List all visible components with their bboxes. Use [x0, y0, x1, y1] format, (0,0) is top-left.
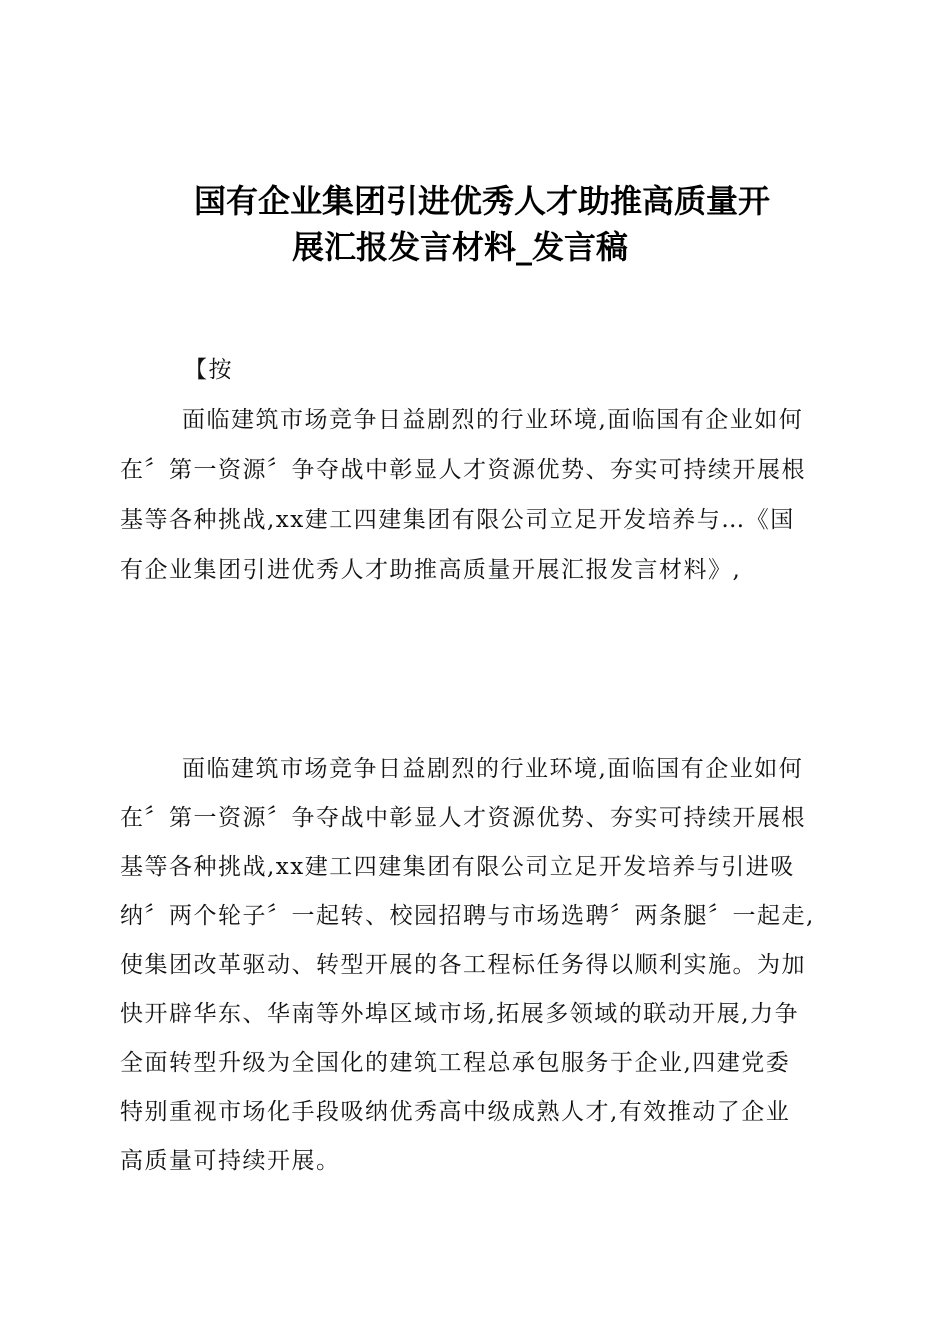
- summary-line: 基等各种挑战,xx建工四建集团有限公司立足开发培养与…《国: [120, 507, 795, 533]
- body-line: 在〞第一资源〞争夺战中彰显人才资源优势、夯实可持续开展根: [120, 805, 806, 831]
- document-title-line-1: 国有企业集团引进优秀人才助推高质量开: [194, 182, 771, 220]
- body-line: 纳〞两个轮子〞一起转、校园招聘与市场选聘〞两条腿〞一起走,: [120, 903, 815, 929]
- summary-line: 有企业集团引进优秀人才助推高质量开展汇报发言材料》,: [120, 557, 742, 583]
- body-line: 全面转型升级为全国化的建筑工程总承包服务于企业,四建党委: [120, 1050, 791, 1076]
- body-line: 快开辟华东、华南等外埠区域市场,拓展多领域的联动开展,力争: [120, 1001, 800, 1027]
- body-line: 特别重视市场化手段吸纳优秀高中级成熟人才,有效推动了企业: [120, 1099, 791, 1125]
- note-label: 【按: [184, 357, 233, 383]
- document-title-line-2: 展汇报发言材料_发言稿: [292, 228, 629, 266]
- summary-line: 在〞第一资源〞争夺战中彰显人才资源优势、夯实可持续开展根: [120, 457, 806, 483]
- summary-line: 面临建筑市场竞争日益剧烈的行业环境,面临国有企业如何: [182, 407, 804, 433]
- body-line: 基等各种挑战,xx建工四建集团有限公司立足开发培养与引进吸: [120, 854, 795, 880]
- body-line: 使集团改革驱动、转型开展的各工程标任务得以顺利实施。为加: [120, 952, 806, 978]
- body-line: 面临建筑市场竞争日益剧烈的行业环境,面临国有企业如何: [182, 756, 804, 782]
- body-line: 高质量可持续开展。: [120, 1148, 341, 1174]
